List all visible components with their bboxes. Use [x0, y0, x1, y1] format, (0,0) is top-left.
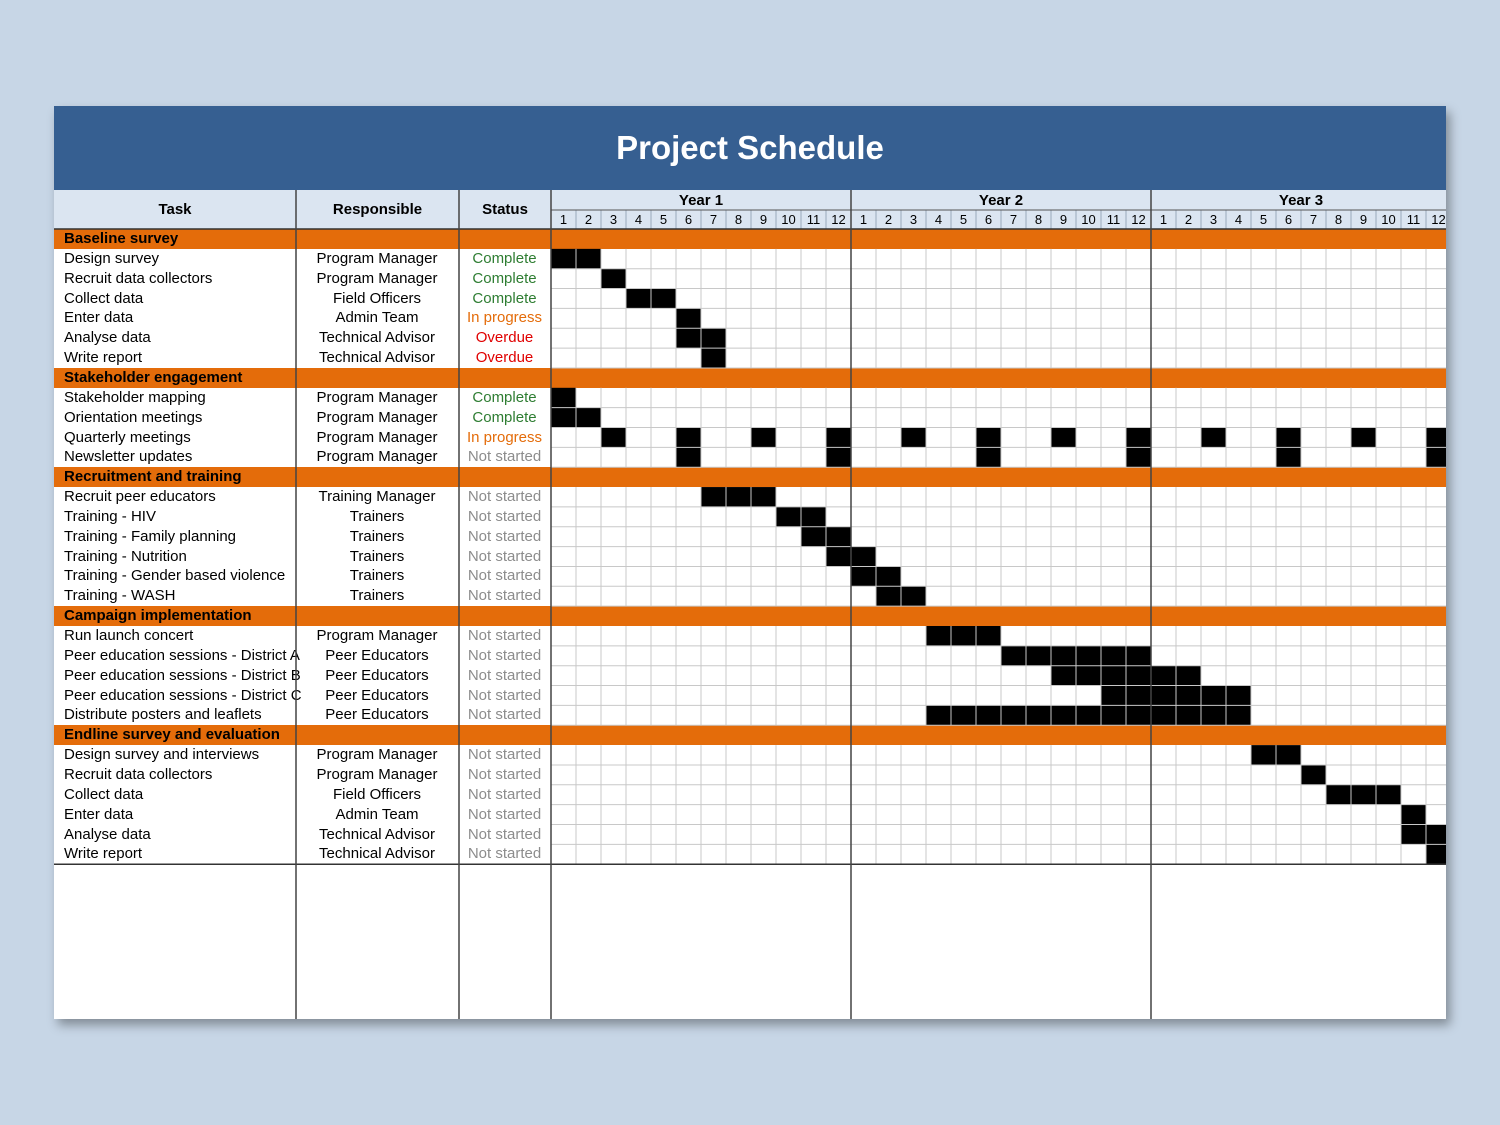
status-label: Not started — [467, 706, 542, 724]
month-header: 6 — [1276, 210, 1301, 229]
table-row[interactable] — [54, 745, 1446, 765]
responsible-name: Program Manager — [316, 428, 438, 446]
status-label: Not started — [467, 488, 542, 506]
status-label: Not started — [467, 845, 542, 863]
responsible-name: Program Manager — [316, 388, 438, 406]
table-row[interactable] — [54, 289, 1446, 309]
month-header: 3 — [601, 210, 626, 229]
month-header: 9 — [1351, 210, 1376, 229]
status-label: Complete — [472, 408, 537, 426]
task-name: Write report — [64, 349, 143, 367]
table-row[interactable] — [54, 249, 1446, 269]
responsible-name: Field Officers — [332, 785, 422, 803]
section-band — [54, 606, 1446, 626]
month-header: 12 — [1426, 210, 1446, 229]
status-label: Complete — [472, 388, 537, 406]
table-row[interactable] — [54, 626, 1446, 646]
table-row[interactable] — [54, 507, 1446, 527]
table-row[interactable] — [54, 428, 1446, 448]
table-row[interactable] — [54, 666, 1446, 686]
responsible-name: Program Manager — [316, 765, 438, 783]
year-header: Year 1 — [551, 190, 851, 210]
month-header: 1 — [1151, 210, 1176, 229]
task-name: Newsletter updates — [64, 448, 193, 466]
table-row[interactable] — [54, 408, 1446, 428]
responsible-name: Program Manager — [316, 746, 438, 764]
status-label: Not started — [467, 627, 542, 644]
responsible-name: Peer Educators — [325, 646, 429, 664]
status-label: Not started — [467, 527, 542, 545]
responsible-name: Trainers — [349, 527, 405, 545]
schedule-sheet — [54, 106, 1446, 1019]
month-header: 6 — [676, 210, 701, 229]
responsible-name: Technical Advisor — [319, 845, 435, 863]
month-header: 5 — [651, 210, 676, 229]
month-header: 4 — [926, 210, 951, 229]
task-name: Quarterly meetings — [64, 428, 191, 446]
status-label: In progress — [466, 309, 543, 327]
table-row[interactable] — [54, 805, 1446, 825]
status-label: Not started — [467, 666, 542, 684]
section-band — [54, 229, 1446, 249]
status-label: Complete — [472, 249, 537, 267]
task-name: Peer education sessions - District A — [64, 646, 300, 664]
status-label: Not started — [467, 746, 542, 764]
responsible-name: Training Manager — [318, 488, 436, 506]
month-header: 4 — [626, 210, 651, 229]
month-header: 11 — [1101, 210, 1126, 229]
responsible-name: Admin Team — [335, 805, 419, 823]
month-header: 5 — [1251, 210, 1276, 229]
page-title: Project Schedule — [616, 129, 884, 166]
status-label: Not started — [467, 448, 542, 466]
task-name: Recruit data collectors — [64, 765, 213, 783]
month-header: 1 — [851, 210, 876, 229]
status-label: Not started — [467, 507, 542, 525]
task-name: Peer education sessions - District C — [64, 686, 302, 704]
task-name: Collect data — [64, 785, 144, 803]
task-name: Recruit peer educators — [64, 488, 216, 506]
status-label: Not started — [467, 805, 542, 823]
month-header: 2 — [876, 210, 901, 229]
section-title: Campaign implementation — [64, 607, 252, 625]
task-name: Distribute posters and leaflets — [64, 706, 262, 724]
section-title: Stakeholder engagement — [64, 368, 243, 386]
month-header: 12 — [1126, 210, 1151, 229]
status-label: Complete — [472, 269, 537, 287]
table-row[interactable] — [54, 447, 1446, 467]
status-label: Overdue — [475, 349, 534, 367]
responsible-name: Peer Educators — [325, 666, 429, 684]
status-label: Not started — [467, 547, 542, 565]
responsible-name: Program Manager — [316, 627, 438, 644]
table-row[interactable] — [54, 785, 1446, 805]
title-bar — [54, 106, 1446, 190]
responsible-name: Admin Team — [335, 309, 419, 327]
task-name: Run launch concert — [64, 627, 194, 644]
month-header: 7 — [1301, 210, 1326, 229]
responsible-name: Trainers — [349, 587, 405, 605]
responsible-name: Technical Advisor — [319, 349, 435, 367]
table-row[interactable] — [54, 348, 1446, 368]
month-header: 6 — [976, 210, 1001, 229]
table-row[interactable] — [54, 487, 1446, 507]
responsible-name: Program Manager — [316, 448, 438, 466]
task-name: Training - Nutrition — [64, 547, 187, 565]
table-row[interactable] — [54, 328, 1446, 348]
table-row[interactable] — [54, 566, 1446, 586]
task-name: Write report — [64, 845, 143, 863]
task-name: Design survey and interviews — [64, 746, 260, 764]
task-name: Enter data — [64, 309, 134, 327]
month-header: 7 — [701, 210, 726, 229]
month-header: 10 — [1376, 210, 1401, 229]
month-header: 8 — [1026, 210, 1051, 229]
table-row[interactable] — [54, 646, 1446, 666]
table-row[interactable] — [54, 586, 1446, 606]
month-header: 9 — [751, 210, 776, 229]
section-title: Endline survey and evaluation — [64, 726, 280, 744]
month-header: 5 — [951, 210, 976, 229]
month-header: 3 — [901, 210, 926, 229]
table-row[interactable] — [54, 388, 1446, 408]
responsible-name: Program Manager — [316, 269, 438, 287]
responsible-column-header[interactable]: Responsible — [296, 190, 459, 229]
responsible-name: Trainers — [349, 547, 405, 565]
responsible-name: Peer Educators — [325, 686, 429, 704]
status-label: Not started — [467, 765, 542, 783]
year-header: Year 3 — [1151, 190, 1446, 210]
month-header: 4 — [1226, 210, 1251, 229]
table-row[interactable] — [54, 705, 1446, 725]
task-name: Design survey — [64, 249, 160, 267]
responsible-name: Trainers — [349, 567, 405, 585]
status-column-header[interactable]: Status — [459, 190, 551, 229]
month-header: 8 — [1326, 210, 1351, 229]
task-name: Analyse data — [64, 329, 151, 347]
month-header: 3 — [1201, 210, 1226, 229]
section-title: Recruitment and training — [64, 468, 242, 486]
month-header: 12 — [826, 210, 851, 229]
status-label: Not started — [467, 646, 542, 664]
task-name: Training - Family planning — [64, 527, 237, 545]
task-name: Stakeholder mapping — [64, 388, 206, 406]
responsible-name: Program Manager — [316, 249, 438, 267]
task-name: Collect data — [64, 289, 144, 307]
table-row[interactable] — [54, 269, 1446, 289]
responsible-name: Peer Educators — [325, 706, 429, 724]
table-row[interactable] — [54, 825, 1446, 845]
status-label: Not started — [467, 825, 542, 843]
responsible-name: Program Manager — [316, 408, 438, 426]
table-row[interactable] — [54, 686, 1446, 706]
table-row[interactable] — [54, 844, 1446, 864]
table-row[interactable] — [54, 527, 1446, 547]
section-band — [54, 368, 1446, 388]
month-header: 2 — [1176, 210, 1201, 229]
table-row[interactable] — [54, 308, 1446, 328]
status-label: Overdue — [475, 329, 534, 347]
table-row[interactable] — [54, 765, 1446, 785]
status-label: Not started — [467, 785, 542, 803]
responsible-name: Trainers — [349, 507, 405, 525]
task-name: Peer education sessions - District B — [64, 666, 301, 684]
status-label: Not started — [467, 567, 542, 585]
month-header: 2 — [576, 210, 601, 229]
task-name: Training - WASH — [64, 587, 176, 605]
table-row[interactable] — [54, 547, 1446, 567]
section-band — [54, 725, 1446, 745]
task-name: Orientation meetings — [64, 408, 203, 426]
month-header: 11 — [801, 210, 826, 229]
responsible-name: Field Officers — [332, 289, 422, 307]
task-name: Analyse data — [64, 825, 151, 843]
section-title: Baseline survey — [64, 230, 179, 247]
month-header: 9 — [1051, 210, 1076, 229]
month-header: 1 — [551, 210, 576, 229]
month-header: 7 — [1001, 210, 1026, 229]
month-header: 10 — [1076, 210, 1101, 229]
month-header: 8 — [726, 210, 751, 229]
status-label: Not started — [467, 686, 542, 704]
task-name: Recruit data collectors — [64, 269, 213, 287]
status-label: In progress — [466, 428, 543, 446]
year-header: Year 2 — [851, 190, 1151, 210]
month-header: 11 — [1401, 210, 1426, 229]
status-label: Not started — [467, 587, 542, 605]
task-name: Enter data — [64, 805, 134, 823]
status-label: Complete — [472, 289, 537, 307]
responsible-name: Technical Advisor — [319, 825, 435, 843]
task-name: Training - Gender based violence — [64, 567, 286, 585]
responsible-name: Technical Advisor — [319, 329, 435, 347]
section-band — [54, 467, 1446, 487]
task-column-header[interactable]: Task — [54, 190, 296, 229]
task-name: Training - HIV — [64, 507, 156, 525]
month-header: 10 — [776, 210, 801, 229]
